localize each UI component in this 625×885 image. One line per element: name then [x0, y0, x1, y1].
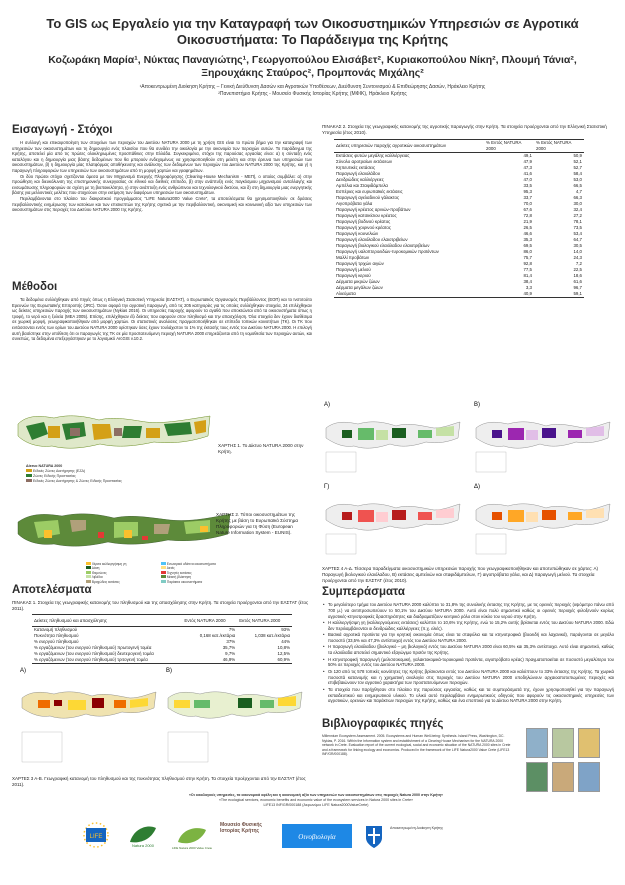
table-cell: Παραγωγή ελαιολάδου — [336, 170, 381, 176]
table-cell: 10,8% — [277, 644, 290, 650]
oinobiologia-logo-svg — [282, 824, 352, 848]
table-cell: Παραγωγή μελιού — [336, 266, 371, 272]
table-cell: Παραγωγή κεριού — [336, 272, 371, 278]
table-cell: 30,5 — [573, 242, 582, 248]
value-crete-logo-svg — [172, 822, 212, 850]
table-header: Εντός NATURA 2000 — [182, 615, 237, 627]
natura-leaf — [130, 827, 156, 843]
table-cell: 52,1 — [573, 158, 582, 164]
legend-label: Ζώνες Ειδικής Προστασίας — [33, 474, 76, 478]
table-cell: 44% — [281, 638, 290, 644]
intro-heading: Εισαγωγή - Στόχοι — [12, 124, 113, 136]
value-crete-logo-text: LIFE Natura 2000 Value Crete — [172, 846, 212, 850]
legend-label: Θαμνώνες — [91, 570, 107, 575]
logo-strip — [6, 816, 619, 876]
life-natura-value-crete-logo — [172, 822, 212, 850]
decentralized-admin-logo: Αποκεντρωμένη Διοίκηση Κρήτης — [390, 826, 444, 830]
authors: Κοζωράκη Μαρία¹, Νύκτας Παναγιώτης¹, Γεωργοπούλου Ελισάβετ², Κυριακοπούλου Νίκη², Πλουμή Τάνια², Ξηρουχάκης Σταύρος², Προμπονάς Μιχάλης² — [48, 54, 577, 79]
conclusion-bullet: • Η παραγωγή ελαιόλαδου (βιολογικό – μη βιολογικό) εντός του Δικτύου NATURA 2000 είναι 60,5% και 35,3% αντίστοιχα. Αυτό είναι σημαντικό, καθώς τα ελαιόλαδα αποτελεί σημαντικό εξαγώγιμο προϊόν της Κρήτης. — [322, 644, 614, 656]
natura-logo-svg — [126, 822, 160, 848]
table-cell: Εκτάσεις φυτών μεγάλης καλλιέργειας — [336, 152, 410, 158]
table-1 — [32, 614, 292, 664]
table-cell: Πυκνότητα πληθυσμού — [34, 632, 79, 638]
table-cell: 64,7 — [573, 236, 582, 242]
conclusion-bullet: • Η καλλιεργήσιμη γη (καλλιεργούμενες εκτάσεις) καλύπτει το 10,6% της Κρήτης, ενώ το 15,2% αυτής βρίσκεται εντός του Δικτύου NATURA 2000. Εδώ δεν περιλαμβάνονται οι δενδρώδεις καλλιέργειες (π.χ. ελιές). — [322, 620, 614, 632]
natura-logo-text: Natura 2000 — [131, 843, 155, 848]
table-cell: 30,0 — [573, 200, 582, 206]
map-1-caption: ΧΑΡΤΗΣ 1. Το Δίκτυο NATURA 2000 στην Κρήτη. — [218, 443, 304, 454]
table-row — [32, 657, 292, 663]
table-cell: 96,7 — [573, 284, 582, 290]
map-4-legend — [326, 452, 356, 472]
value-crete-leaf — [178, 828, 206, 843]
table-header: % Εκτός NATURA 2000 — [534, 140, 584, 153]
map-4-label: Γ) — [324, 484, 330, 490]
table-cell: 73,5 — [573, 224, 582, 230]
table-cell: 18,6 — [573, 272, 582, 278]
table-cell: 47,0 — [523, 176, 532, 182]
map-population-b — [164, 664, 304, 770]
legend-swatch-spa — [26, 474, 32, 477]
table-1-body — [32, 627, 292, 664]
legend-swatch — [86, 575, 91, 578]
table-cell: 41,6 — [523, 170, 532, 176]
map-3a-legend — [22, 732, 62, 762]
map-3b-label: Β) — [166, 668, 172, 674]
booklet-thumbnail — [526, 728, 548, 758]
footer-note-3: LIFE13 INF/GR/000188 (Ακρωνύμιο LIFE Natura2000ValueCrete) — [263, 802, 369, 807]
table-cell: Αιγοπρόβατα γάλα — [336, 200, 373, 206]
table-cell: Παραγωγή αγελαδινού γάλακτος — [336, 194, 400, 200]
table-2-section — [322, 124, 614, 298]
table-cell: 7% — [228, 627, 236, 632]
legend-swatch — [161, 571, 166, 574]
natura-2000-logo — [126, 822, 160, 848]
map-4-label: Δ) — [474, 484, 481, 490]
legend-label: Χέρσα καλλιεργήσιμη γη — [91, 562, 127, 566]
conclusions-heading: Συμπεράσματα — [322, 586, 405, 598]
booklet-thumbnail — [578, 728, 600, 758]
methods-section — [12, 281, 312, 342]
table-cell: 1,038 κατ./εκτάρια — [254, 632, 290, 638]
map-2-legend — [86, 562, 236, 584]
life-logo-text: LIFE — [89, 834, 103, 840]
legend-item — [26, 479, 166, 484]
table-1-header-row — [32, 615, 292, 627]
table-cell: 33,5 — [523, 182, 532, 188]
table-cell: 81,4 — [523, 272, 532, 278]
table-cell: 66,3 — [573, 194, 582, 200]
table-cell: 35,3 — [523, 236, 532, 242]
results-section — [12, 584, 312, 664]
legend-swatch — [161, 566, 166, 569]
table-cell: 38,4 — [523, 278, 532, 284]
map-4-label: Β) — [474, 402, 480, 408]
table-cell: 24,3 — [573, 254, 582, 260]
table-header: Εκτός NATURA 2000 — [237, 615, 292, 627]
table-cell: Παραγωγή κουνελιών — [336, 230, 379, 236]
table-cell: 61,6 — [573, 278, 582, 284]
legend-label: Ειδικές Ζώνες Διατήρησης & Ζώνες Ειδικής Προστασίας — [33, 479, 122, 483]
conclusion-bullet: • Βασικά αγροτικά προϊόντα για την κρητική οικονομία όπως είναι τα σταφύλια και τα κτηνοτροφικά (βοοειδή και λαχανικά), παράγονται σε μεγάλο ποσοστό (33,5% και 47,3% αντίστοιχα) εντός του Δικτύου NATURA 2000. — [322, 632, 614, 644]
booklet-thumbnail — [552, 762, 574, 792]
table-cell: 32,4 — [573, 206, 582, 212]
reference-item: Millennium Ecosystem Assessment. 2005. Ecosystems and Human Well-being: Synthesis. Island Press, Washington, DC. — [322, 734, 505, 738]
museum-logo: Μουσείο Φυσικής Ιστορίας Κρήτης — [220, 822, 263, 834]
table-cell: Παραγωγή βιολογικού ελαιόλαδου ελαιοτριβείων — [336, 242, 430, 248]
intro-section — [12, 124, 312, 213]
map-4-legend — [476, 452, 506, 472]
table-cell: Σύνολο αροτραίων εκτάσεων — [336, 158, 393, 164]
legend-label: Τεχνητές εκτάσεις — [166, 570, 192, 575]
legend-label: Εσωτερικά υδάτινα οικοσυστήματα — [166, 562, 216, 566]
table-row — [334, 291, 584, 297]
map-4-panel — [322, 480, 462, 558]
table-cell: 47,3 — [523, 164, 532, 170]
table-cell: 46,6 — [523, 230, 532, 236]
map-4-legend — [326, 534, 356, 554]
table-cell: 14,0 — [573, 248, 582, 254]
legend-title: Δίκτυο NATURA 2000 — [26, 464, 63, 468]
life-logo — [76, 820, 116, 850]
table-2-caption: ΠΙΝΑΚΑΣ 2. Στοιχεία της γεωγραφικής κατανομής της αγροτικής παραγωγής στην Κρήτη. Τα στοιχεία προέρχονται από την Ελληνική Στατιστική Υπηρεσία (έτος 2010). — [322, 124, 607, 135]
table-header: Δείκτες υπηρεσιών παροχής αγροτικών οικοσυστημάτων — [334, 140, 484, 153]
booklet-thumbnail — [552, 728, 574, 758]
table-cell: 4,7 — [575, 188, 582, 194]
results-heading: Αποτελέσματα — [12, 584, 92, 596]
table-header: % Εντός NATURA 2000 — [484, 140, 534, 153]
table-cell: Δέρματα μεγάλων ζώων — [336, 284, 383, 290]
map-population-a — [18, 664, 158, 770]
conclusion-bullet: • Το μεγαλύτερο τμήμα του Δικτύου NATURA 2000 καλύπτει το 31,8% της συνολικής έκτασης της Κρήτης, με τις ορεινές περιοχές (υψόμετρο πάνω από 700 μ.) να αντιπροσωπεύουν το 50,1% του Δικτύου NATURA 2000. Αυτό είναι πολύ σημαντικό καθώς οι ορεινές περιοχές φιλοξενούν κυρίως αγροτικές-κτηνοτροφικές δραστηριότητες και διαδραματίζουν κεντρικό ρόλο στον κύκλο του νερού στην Κρήτη. — [322, 602, 614, 619]
greek-emblem-logo — [362, 824, 386, 850]
legend-label: Παράκτια οικοσυστήματα — [166, 579, 203, 584]
table-2-header-row — [334, 140, 584, 153]
legend-swatch — [161, 580, 166, 583]
table-cell: Δενδρώδεις καλλιέργειες — [336, 176, 384, 182]
table-cell: % εργαζόμενων (του ενεργού πληθυσμού) τριτογενή τομέα — [32, 657, 182, 663]
table-cell: Μαλλί προβάτων — [336, 254, 370, 260]
map-3a-svg — [18, 664, 158, 770]
table-cell: 86,0 — [523, 248, 532, 254]
legend-label: Λιβάδια — [91, 575, 103, 580]
table-cell: 3,3 — [525, 284, 532, 290]
legend-label: Ακτές — [166, 566, 175, 571]
table-cell: 21,9 — [523, 218, 532, 224]
table-cell: 53,4 — [573, 230, 582, 236]
affiliation-1: ¹Αποκεντρωμένη Διοίκηση Κρήτης – Γενική Διεύθυνση Δασών και Αγροτικών Υποθέσεων, Διεύθυνση Συντονισμού & Επιθεώρησης Δασών, Ηράκλειο Κρήτης — [139, 84, 486, 90]
booklet-thumbnail — [526, 762, 548, 792]
table-cell: 92,8 — [523, 260, 532, 266]
legend-swatch — [161, 562, 166, 565]
table-cell: 60,9% — [237, 657, 292, 663]
table-cell: 95,3 — [523, 188, 532, 194]
legend-swatch — [86, 580, 91, 583]
table-cell: 47,9 — [523, 158, 532, 164]
table-cell: 70,0 — [523, 200, 532, 206]
map-4-svg — [472, 398, 612, 476]
footer-note-1: «Οι οικολογικές υπηρεσίες, τα οικονομικά οφέλη και η οικονομική αξία των υπηρεσιών των οικοσυστημάτων στις περιοχές Natura 2000 στην Κρήτη» — [188, 793, 444, 797]
table-cell: Εσπέριες και ευρωπαϊκές εκτάσεις — [336, 188, 403, 194]
oinobiologia-logo — [282, 824, 352, 848]
table-cell: 0,168 κατ./εκτάρια — [199, 632, 236, 638]
table-cell: 22,5 — [573, 266, 582, 272]
legend-swatch-mixed — [26, 479, 32, 482]
table-cell: 93% — [281, 627, 290, 632]
table-cell: Παραγωγή υαλοπτεροειδών-τυροκομικών προϊόντων — [336, 248, 439, 254]
table-2-body — [334, 152, 584, 297]
legend-label: Ειδικές Ζώνες Διατήρησης (ΕΖΔ) — [33, 469, 86, 473]
legend-label: Βραχώδεις εκτάσεις — [91, 579, 120, 584]
references-heading: Βιβλιογραφικές πηγές — [322, 718, 444, 730]
table-cell: 66,5 — [573, 182, 582, 188]
table-cell: 46,9% — [182, 657, 237, 663]
map-4-svg — [322, 398, 462, 476]
legend-swatch — [161, 575, 166, 578]
references-list — [322, 734, 512, 757]
table-cell: 12,5% — [277, 650, 290, 656]
table-cell: 72,8 — [523, 212, 532, 218]
table-cell: 49,1 — [523, 152, 532, 158]
table-cell: % ενεργού πληθυσμού — [34, 638, 79, 644]
legend-swatch-sac — [26, 469, 32, 472]
map-1-legend — [26, 464, 166, 484]
poster — [6, 6, 619, 879]
legend-swatch — [86, 566, 91, 569]
intro-paragraph-3: Περιλαμβάνονται στο πλαίσιο του διακρατικού προγράμματος "LIFE Natura2000 Value Crete", τα αποτελέσματα θα χρησιμοποιηθούν σε δράσεις περιβαλλοντικής ενημέρωσης των κατοίκων και των επισκεπτών της Κρήτης σχετικά με την περιβαλλοντική, οικονομική και κοινωνική αξία των υπηρεσιών των οικοσυστημάτων στις περιοχές του Δικτύου NATURA 2000 της Κρήτης. — [12, 195, 312, 213]
map-2-caption: ΧΑΡΤΗΣ 2. Τύποι οικοσυστημάτων της Κρήτης με βάση το Ευρωπαϊκό Σύστημα Πληροφοριών για τη Φύση (European Nature Information System - EUNIS). — [216, 512, 299, 535]
map-3-caption: ΧΑΡΤΕΣ 3 Α-Β. Γεωγραφική κατανομή του πληθυσμού και της πυκνότητας πληθυσμού στην Κρήτη. Τα στοιχεία προέρχονται από την ΕΛΣΤΑΤ (έτος 2011). — [12, 776, 306, 787]
map-4-legend — [476, 534, 506, 554]
table-cell: Παραγωγή βοδινού κρέατος — [336, 218, 391, 224]
map-4-label: Α) — [324, 402, 330, 408]
map-4-svg — [322, 480, 462, 558]
table-cell: 27,2 — [573, 212, 582, 218]
footer-note-2: «The ecological services, economic benefits and economic value of the ecosystem services in Natura 2000 sites in Crete» — [218, 797, 414, 802]
map-3a-label: Α) — [20, 668, 26, 674]
table-cell: % εργαζόμενων (του ενεργού πληθυσμού) δευτερογενή τομέα — [34, 650, 154, 656]
legend-swatch — [86, 562, 91, 565]
conclusion-bullet: • Η κτηνοτροφική παραγωγή (μελισσοκομική, γαλακτοκομικά-τυροκομικά προϊόντα, αιγοπρόβατο κρέας) πραγματοποιείται σε ποσοστό μεγαλύτερο του 50% σε περιοχές εντός του Δικτύου NATURA 2000. — [322, 657, 614, 669]
table-cell: Παραγωγή ελαιόλαδου ελαιοτριβείων — [336, 236, 408, 242]
table-cell: 53,0 — [573, 176, 582, 182]
table-cell: 50,9 — [573, 152, 582, 158]
legend-swatch — [86, 571, 91, 574]
table-cell: 33,7 — [523, 194, 532, 200]
table-cell: Παραγωγή κρέατος αρνιών-προβάτων — [336, 206, 411, 212]
table-cell: 7,2 — [575, 260, 582, 266]
affiliations — [6, 84, 619, 98]
map-4-svg — [472, 480, 612, 558]
table-cell: Παραγωγή τριχών αιγών — [336, 260, 384, 266]
affiliation-2: ²Πανεπιστήμιο Κρήτης - Μουσείο Φυσικής Ιστορίας Κρήτης (ΜΦΙΚ), Ηράκλειο Κρήτης — [218, 91, 407, 97]
intro-paragraph-1: Η συλλογή και επικαιροποίηση των στοιχείων των περιοχών του Δικτύου NATURA 2000 με τη χρήση GIS είναι το πρώτο βήμα για την καταγραφή των υπηρεσιών των οικοσυστημάτων και τη δημιουργία ενός πλαισίου που θα συνδέει την οικολογία με την οικονομία των περιοχών αυτών. Το παράδειγμα της Κρήτης, αποτελεί μία από τις πρώτες ολοκληρωμένες προσπάθειες στην Ελλάδα. Συγκεκριμένα, στόχοι της παρούσας εργασίας είναι: α) η σύνταξη ενός καταλόγου και η δημιουργία μιας βάσης δεδομένων που θα μπορούν ενδεχομένως να χρησιμοποιηθούν στη μελέτη και στην έρευνα των υπηρεσιών των οικοσυστημάτων, β) η δημιουργία μίας πλατφόρμας αποθήκευσης και ανάλυσης των δεδομένων των περιοχών του Δικτύου NATURA 2000 της Κρήτης, και γ) η παραγωγή πληροφοριών των υπηρεσιών των οικοσυστημάτων από τη μορφή χαρτών και γραφημάτων. — [12, 140, 312, 173]
table-1-caption: ΠΙΝΑΚΑΣ 1. Στοιχεία της γεωγραφικής κατανομής του πληθυσμού και της απασχόλησης στην Κρήτη. Τα στοιχεία προέρχονται από την ΕΛΣΤΑΤ (έτος 2011). — [12, 600, 309, 611]
footer-note — [156, 793, 476, 807]
table-header: Δείκτες πληθυσμού και απασχόλησης — [32, 615, 182, 627]
table-cell: 40,9 — [484, 291, 534, 297]
table-cell: 26,5 — [523, 224, 532, 230]
reference-item: Nykias, P. 2016. Within the Information system and establishment of a Clearing House Mechanism for the NATURA 2000 network in Crete. Evaluation report of the current ecological, social and economic situation of the NATURA 2000 sites in Crete and a framework for linking ecology and economics. Produced in the framework of the LIFE Natura2000 Value Crete (LIFE13 INF/GR/000188). — [322, 738, 511, 757]
table-2 — [334, 139, 584, 298]
table-cell: Αλιεύματα — [334, 291, 484, 297]
table-cell: 37% — [226, 638, 236, 644]
table-cell: 75,7 — [523, 254, 532, 260]
intro-paragraph-2: Οι δύο πρώτοι στόχοι σχετίζονται άμεσα με τον Μηχανισμό Ενεργής Πληροφόρησης (Clearing-House Mechanism - MEΠ), ο οποίος συμβάλει: α) στην προώθηση και διευκόλυνση της επιστημονικής συνεργασίας σε εθνικό και διεθνές επίπεδο, β) στην ανάπτυξη ενός παγκόσμιου μηχανισμού ανταλλαγής και ενσωμάτωσης πληροφοριών σε σχέση με τη βιοποικιλότητα, γ) στην ανάπτυξη ενός ανθρώπινου και τεχνολογικού δικτύου, και δ) στη δημιουργία μιας ενεργητικής βάσης για μελλοντικές μελέτες που στοχεύουν στην εκτίμηση των διαφόρων υπηρεσιών των οικοσυστημάτων. — [12, 173, 312, 196]
table-cell: Κηπευτικές εκτάσεις — [336, 164, 376, 170]
table-cell: 35,7% — [222, 644, 236, 650]
table-cell: 52,7 — [573, 164, 582, 170]
table-cell: Δέρματα μικρών ζώων — [336, 278, 380, 284]
table-cell: 69,5 — [523, 242, 532, 248]
map-4-panel — [472, 480, 612, 558]
table-cell: % εργαζόμενων (του ενεργού πληθυσμού) πρωτογενή τομέα — [34, 644, 152, 650]
table-cell: Κατανομή πληθυσμού — [34, 627, 78, 632]
legend-label: Μεικτή βλάστηση — [166, 575, 192, 580]
map-3b-legend — [168, 732, 208, 762]
conclusions-section — [322, 586, 614, 705]
table-cell: Παραγωγή κατσικίσιου κρέατος — [336, 212, 397, 218]
conclusion-bullet: • Οι 120 από τις 578 τοπικές κοινότητες της Κρήτης βρίσκονται εντός του Δικτύου NATURA 2000 και καλύπτουν το 33% έκτασης της Κρήτης. Τα χωρικά ποσοστά κατανομής και η χρηματική αναλογία στις περιοχές του Δικτύου NATURA 2000 υποδηλώνουν αρχαιοαποτυπωμένες περιοχές και επιβεβαιώνουν τον αγροτικό χαρακτήρα των προστατευόμενων περιοχών. — [322, 669, 614, 686]
map-4-panel — [472, 398, 612, 476]
table-cell: Παραγωγή χοιρινού κρέατος — [336, 224, 391, 230]
table-cell: 77,5 — [523, 266, 532, 272]
table-cell: 67,6 — [523, 206, 532, 212]
table-cell: 58,4 — [573, 170, 582, 176]
table-cell: 78,1 — [573, 218, 582, 224]
legend-label: Δάση — [91, 566, 100, 571]
map-4-caption: ΧΑΡΤΕΣ 4 Α-Δ. Τέσσερα παραδείγματα οικοσυστημικών υπηρεσιών παροχής που γεωγραφικοποιήθηκαν και αποτυπώθηκαν σε χάρτες: Α) Παραγωγή βιολογικού ελαιόλαδου, Β) εκτάσεις αμπελιών και σταφιδάμπελων, Γ) αιγοπρόβατα γάλα, και Δ) παραγωγή μελιού. Τα στοιχεία προέρχονται από την ΕΛΣΤΑΤ (έτος 2010). — [322, 566, 599, 583]
table-cell: 9,7% — [225, 650, 236, 656]
map-3b-svg — [164, 664, 304, 770]
map-4-panel — [322, 398, 462, 476]
table-cell: Αμπέλια και Σταφιδάμπελα — [336, 182, 388, 188]
methods-heading: Μέθοδοι — [12, 281, 58, 293]
conclusions-list — [322, 602, 614, 704]
emblem-svg — [362, 824, 386, 850]
density-high — [238, 698, 252, 708]
booklet-thumbnail — [578, 762, 600, 792]
methods-paragraph: Τα δεδομένα συλλέχθηκαν από πηγές όπως η Ελληνική Στατιστική Υπηρεσία (ΕΛΣΤΑΤ), ο Ευρωπαϊκός Οργανισμός Περιβάλλοντος (ΕΟΠ) και το Ινστιτούτο Ερευνών της Ευρωπαϊκής Επιτροπής (JRC). Όσον αφορά την αγροτική παραγωγή, από τις 205 κατηγορίες για τις οποίες συλλέχθηκαν στοιχεία, 24 επιλέχθηκαν ως δείκτες υπηρεσιών παροχής των οικοσυστημάτων (Nykias 2016). Οι υπηρεσίες παροχής αφορούν τα αγαθά που αποκτώνται από τα οικοσυστήματα όπως η τροφή, το νερό και η ξυλεία (MEA 2005). Επίσης, επιλέχθηκαν έξι δείκτες που αφορούν στον πληθυσμό και την απασχόληση. Όλα στοιχεία δεν έχουν διαθέσιμα σε χωρική μορφή, γεωγραφικοποιήθηκαν από μορφή χαρτών. Οι στατιστικές αναλύσεις πραγματοποιήθηκαν σε επίπεδο τοπικών κοινοτήτων (ΤΚ). Οι ΤΚ που εντάσσονται εντός των ορίων του Δικτύου NATURA 2000 ορίστηκαν όσες έχουν τουλάχιστον το 1% της έκτασής τους εντός του Δικτύου NATURA 2000. Η επιλογή αυτή βασίστηκε στην υπόθεση ότι οι παραγωγές της ΤΚ σε μία προστατευόμενη περιοχή NATURA 2000 επηρεάζονται από τη νομοθεσία των περιοχών αυτών, και συνεπώς, τα δεδομένα επεξεργάστηκαν με το λογισμικό ArcGIS v.10.2. — [12, 297, 312, 342]
oinobiologia-logo-text: Οινοβιολογία — [298, 833, 336, 841]
table-cell: 59,1 — [534, 291, 584, 297]
life-logo-svg — [76, 820, 116, 850]
poster-title: Το GIS ως Εργαλείο για την Καταγραφή των Οικοσυστημικών Υπηρεσιών σε Αγροτικά Οικοσυστήματα: Το Παράδειγμα της Κρήτης — [46, 16, 579, 47]
conclusion-bullet: • Τα στοιχεία που παρήχθησαν στο πλαίσιο της παρούσας εργασίας, καθώς και τα συμπεράσματά της, έχουν χρησιμοποιηθεί για την παραγωγή εκπαιδευτικού και ενημερωτικού υλικού. Το υλικό αυτό περιλαμβάνει ενημερωτικούς οδηγούς που αφορούν τις οικοσυστημικές υπηρεσίες των αγροτικών, ορεινών και παράκτιων περιοχών της Κρήτης, καθώς και ένα εποπτικό για το Δίκτυο NATURA 2000 στην Κρήτη. — [322, 687, 614, 704]
